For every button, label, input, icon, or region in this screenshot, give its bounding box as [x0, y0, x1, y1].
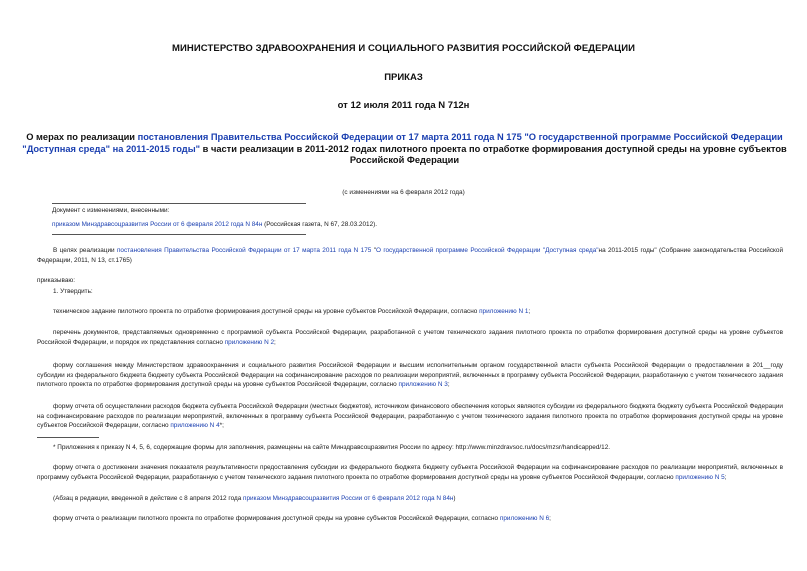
- date-number-heading: от 12 июля 2011 года N 712н: [337, 100, 470, 111]
- p6-link[interactable]: приложению N 6: [499, 515, 550, 522]
- document-title: [22, 132, 787, 167]
- p6-text: форму отчета о реализации пилотного проекта по отработке формирования доступной среды на уровне субъектов Российской Федерации, согласно: [53, 515, 500, 522]
- p1-text: техническое задание пилотного проекта по отработке формирования доступной среды на уровне субъектов Российской Федерации, согласно: [53, 308, 480, 315]
- p2-text: перечень документов, представляемых одновременно с программой субъекта Российской Федерации, разработанной с учетом технического задания пилотного проекта по отработке формирования доступной среды на уровне субъектов Российской Федерации, и порядок их представления согласно: [37, 329, 783, 346]
- p1-end: ;: [528, 308, 531, 315]
- p6-end: ;: [549, 515, 551, 522]
- title-part2: в части реализации в 2011-2012 годах пилотного проекта по отработке формирования доступной среды на уровне субъектов Российской Федерации: [200, 143, 787, 166]
- p2-link[interactable]: приложению N 2: [224, 338, 275, 346]
- paragraph-3: [37, 361, 783, 390]
- changes-tail: (Российская газета, N 67, 28.03.2012).: [262, 220, 378, 228]
- changes-link[interactable]: приказом Минздравсоцразвития России от 6 февраля 2012 года N 84н: [52, 220, 263, 228]
- preamble-paragraph: [37, 246, 783, 265]
- paragraph-5: [37, 463, 783, 482]
- paragraph-5-note: [53, 494, 783, 504]
- doc-type-heading: ПРИКАЗ: [384, 72, 423, 83]
- preamble-text1: В целях реализации: [53, 247, 117, 254]
- p4-link[interactable]: приложению N 4: [170, 422, 220, 430]
- changes-line2: [52, 220, 752, 230]
- preamble-link2[interactable]: О государственной программе Российской Федерации "Доступная среда": [375, 247, 599, 254]
- footnote-divider: [37, 437, 99, 438]
- p1-link[interactable]: приложению N 1: [479, 308, 529, 315]
- ministry-heading: МИНИСТЕРСТВО ЗДРАВООХРАНЕНИЯ И СОЦИАЛЬНОГО РАЗВИТИЯ РОССИЙСКОЙ ФЕДЕРАЦИИ: [171, 43, 636, 54]
- footnote: * Приложения к приказу N 4, 5, 6, содержащие формы для заполнения, размещены на сайте Минздравсоцразвития России по адресу: http://www.minzdravsoc.ru/docs/mzsr/handicapped/12.: [53, 444, 611, 451]
- paragraph-1: [37, 307, 783, 317]
- p3-text: форму соглашения между Министерством здравоохранения и социального развития Российской Федерации и высшим исполнительным органом государственной власти субъекта Российской Федерации о предоставлении в 201__году субсидии из федерального бюджета бюджету субъекта Российской Федерации на софинансирование расходов по реализации мероприятий, включенных в программу субъекта Российской Федерации, разработанную с учетом технического задания пилотного проекта по отработке формирования доступной среды на уровне субъектов Российской Федерации, согласно: [37, 362, 783, 389]
- amendments-note: (с изменениями на 6 февраля 2012 года): [342, 189, 465, 196]
- paragraph-4: [37, 402, 783, 431]
- p5-end: ;: [724, 473, 727, 481]
- p2-end: ;: [274, 338, 276, 346]
- p3-end: ;: [447, 381, 450, 389]
- preamble-text3: на 2011-2015 годы" (Собрание законодательства Российской Федерации, 2011, N 13, ст.1765): [37, 247, 784, 264]
- order-word: приказываю:: [37, 277, 75, 284]
- item-1: 1. Утвердить:: [53, 288, 93, 295]
- title-link[interactable]: постановления Правительства Российской Федерации от 17 марта 2011 года N 175 "О государственной программе Российской Федерации "Доступная среда" на 2011-2015 годы": [22, 132, 783, 154]
- p4-text: форму отчета об осуществлении расходов бюджета субъекта Российской Федерации (местных бюджетов), источником финансового обеспечения которых являются субсидии из федерального бюджета бюджету субъекта Российской Федерации на софинансирование расходов по реализации мероприятий, включенных в программу субъекта Российской Федерации, разработанную с учетом технического задания пилотного проекта по отработке формирования доступной среды на уровне субъектов Российской Федерации, согласно: [37, 403, 783, 430]
- divider-bottom: [52, 234, 306, 235]
- p3-link[interactable]: приложению N 3: [398, 381, 448, 389]
- p5-note-end: ): [453, 495, 456, 502]
- paragraph-6: [37, 514, 783, 524]
- p5-text: форму отчета о достижении значения показателя результативности предоставления субсидии из федерального бюджета бюджету субъекта Российской Федерации на софинансирование расходов по реализации мероприятий, включенных в программу субъекта Российской Федерации, разработанную с учетом технического задания пилотного проекта по отработке формирования доступной среды на уровне субъектов Российской Федерации, согласно: [37, 464, 783, 481]
- changes-box: [52, 206, 752, 229]
- p5-link[interactable]: приложению N 5: [675, 473, 725, 481]
- p4-end: *;: [219, 422, 224, 430]
- p5-note-link[interactable]: приказом Минздравсоцразвития России от 6 февраля 2012 года N 84н: [243, 495, 454, 502]
- preamble-link1[interactable]: постановления Правительства Российской Федерации от 17 марта 2011 года N 175: [116, 247, 372, 254]
- preamble-text2: ": [371, 247, 376, 254]
- changes-line1: Документ с изменениями, внесенными:: [52, 207, 170, 214]
- divider-top: [52, 203, 306, 204]
- paragraph-2: [37, 328, 783, 347]
- title-part1: О мерах по реализации: [26, 132, 138, 142]
- p5-note-text: (Абзац в редакции, введенной в действие с 8 апреля 2012 года: [53, 495, 244, 502]
